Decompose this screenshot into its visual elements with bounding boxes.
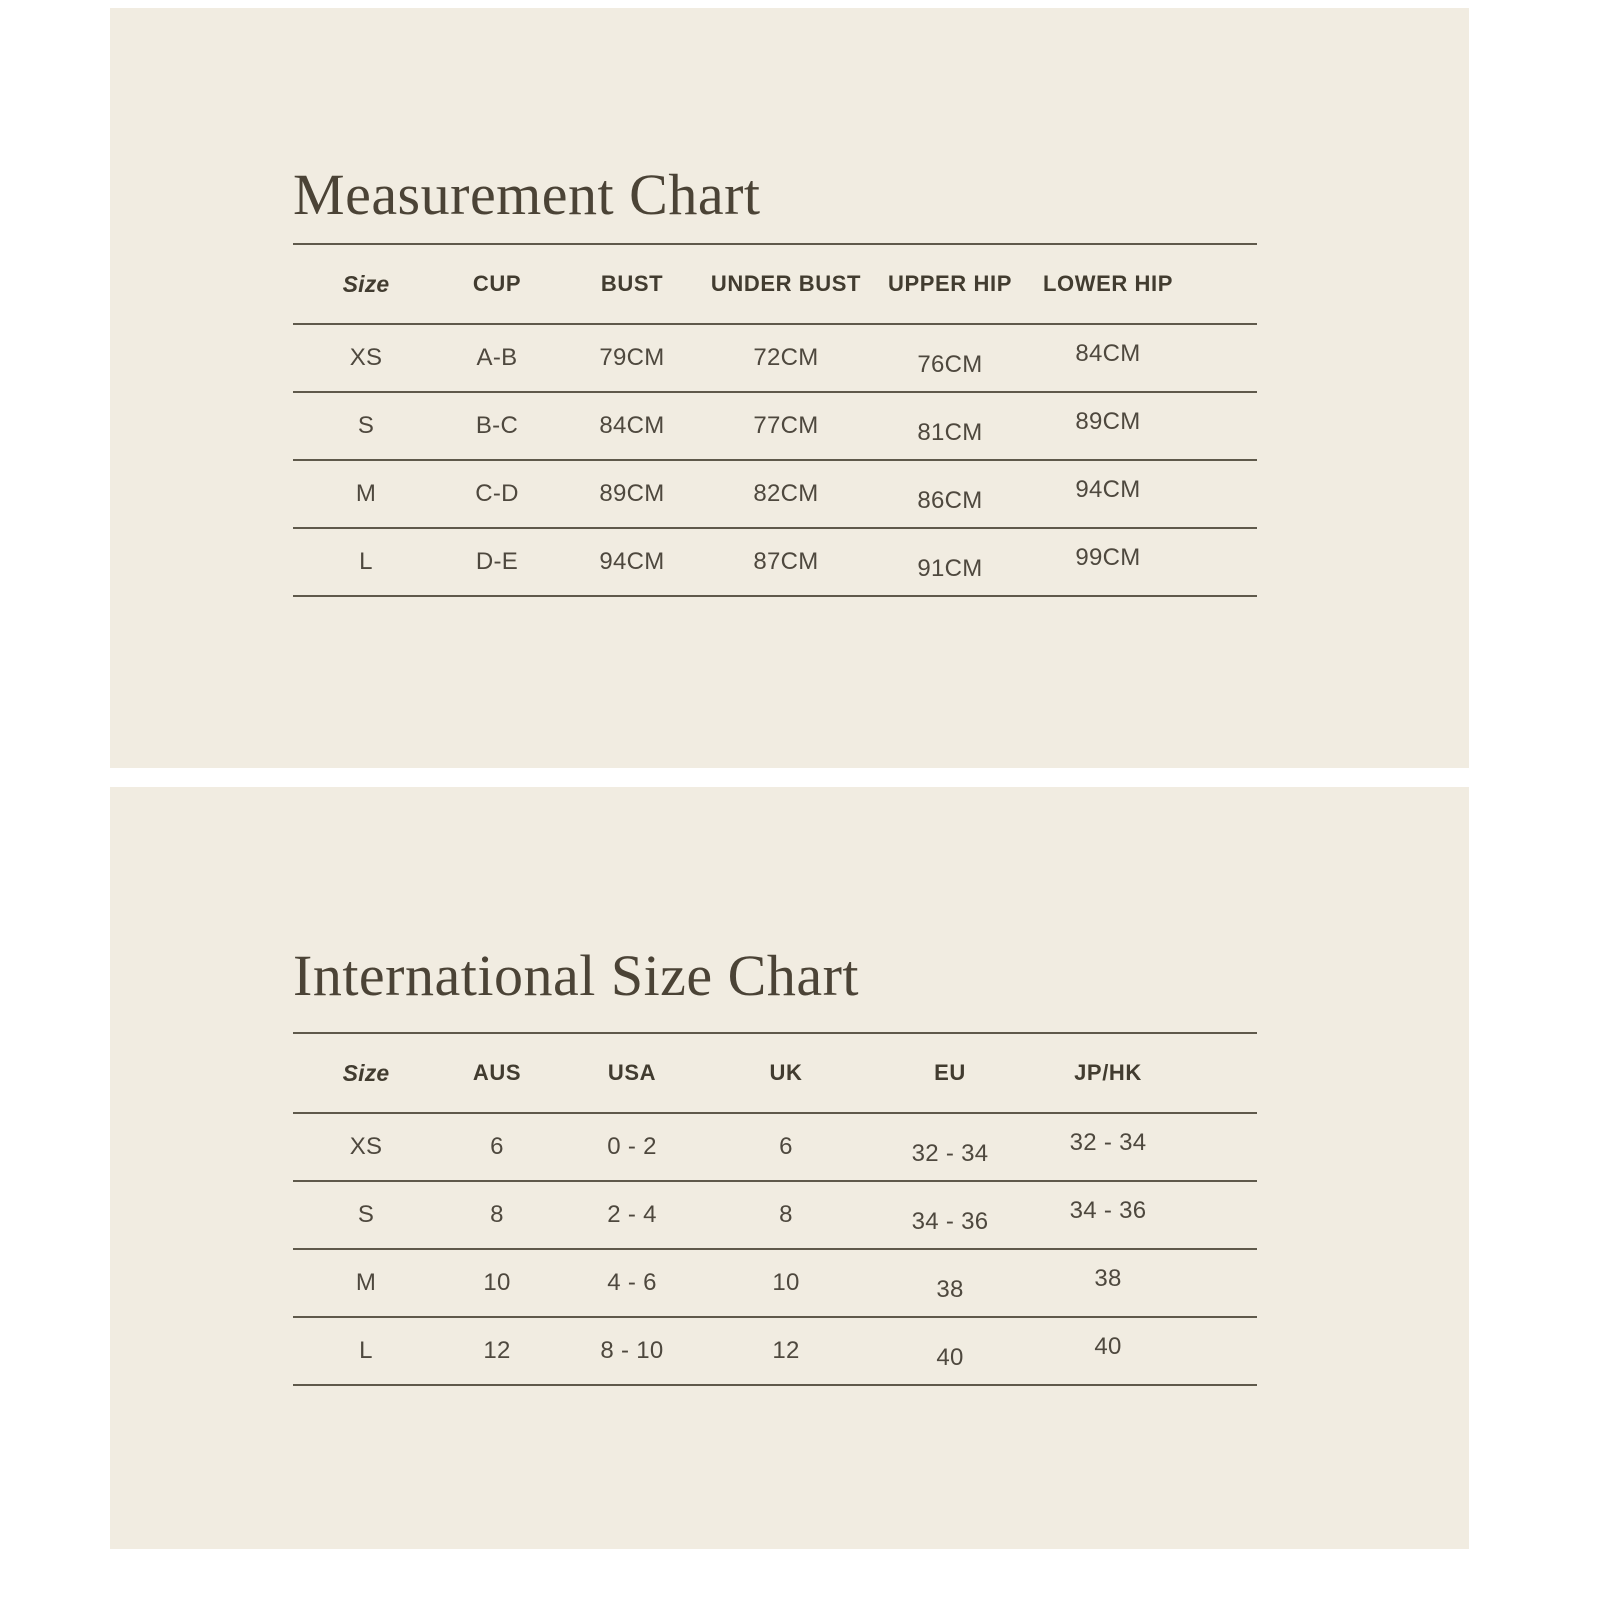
table-cell: S [357, 1201, 375, 1228]
international-size-chart-table [293, 1032, 1257, 1386]
table-cell: 32 - 34 [911, 1140, 989, 1167]
table-cell: 6 [490, 1133, 504, 1160]
table-cell: 8 [490, 1201, 504, 1228]
international-row-xs [293, 1114, 1257, 1180]
table-cell: 82CM [753, 480, 819, 507]
measurement-chart-panel [110, 8, 1469, 768]
column-header-upper-hip: UPPER HIP [888, 271, 1012, 296]
table-cell: XS [349, 344, 383, 371]
table-cell: 77CM [753, 412, 819, 439]
column-header-size: Size [342, 1059, 390, 1086]
table-cell: 81CM [917, 419, 983, 446]
column-header-usa: USA [607, 1060, 657, 1085]
international-size-chart-panel [110, 787, 1469, 1549]
column-header-under-bust: UNDER BUST [710, 271, 862, 296]
table-cell: L [359, 548, 373, 575]
international-chart-header-row [293, 1034, 1257, 1112]
measurement-row-s [293, 393, 1257, 459]
table-cell: 94CM [1075, 476, 1141, 503]
table-cell: 84CM [599, 412, 665, 439]
measurement-chart-table [293, 243, 1257, 597]
table-rule [293, 595, 1257, 597]
table-cell: 2 - 4 [607, 1201, 657, 1228]
table-cell: 12 [772, 1337, 800, 1364]
international-row-s [293, 1182, 1257, 1248]
table-cell: 4 - 6 [607, 1269, 657, 1296]
table-cell: 12 [483, 1337, 511, 1364]
table-cell: 10 [483, 1269, 511, 1296]
international-size-chart-title: International Size Chart [293, 943, 860, 1008]
table-cell: 34 - 36 [911, 1208, 989, 1235]
column-header-uk: UK [769, 1060, 803, 1085]
column-header-lower-hip: LOWER HIP [1042, 271, 1174, 296]
table-cell: 89CM [599, 480, 665, 507]
table-cell: 38 [1094, 1265, 1122, 1292]
table-cell: M [355, 480, 377, 507]
table-cell: A-B [476, 344, 518, 371]
table-cell: 6 [779, 1133, 793, 1160]
table-cell: 87CM [753, 548, 819, 575]
table-cell: 84CM [1075, 340, 1141, 367]
table-cell: 86CM [917, 487, 983, 514]
table-cell: C-D [475, 480, 519, 507]
table-cell: 76CM [917, 351, 983, 378]
column-header-cup: CUP [472, 271, 522, 296]
table-cell: 94CM [599, 548, 665, 575]
column-header-aus: AUS [472, 1060, 522, 1085]
table-cell: 32 - 34 [1069, 1129, 1147, 1156]
international-row-m [293, 1250, 1257, 1316]
table-cell: L [359, 1337, 373, 1364]
measurement-chart-title: Measurement Chart [293, 162, 761, 227]
table-cell: 72CM [753, 344, 819, 371]
table-cell: 38 [936, 1276, 964, 1303]
measurement-row-m [293, 461, 1257, 527]
table-rule [293, 1384, 1257, 1386]
column-header-jp-hk: JP/HK [1074, 1060, 1142, 1085]
table-cell: 89CM [1075, 408, 1141, 435]
column-header-bust: BUST [600, 271, 664, 296]
measurement-row-l [293, 529, 1257, 595]
international-row-l [293, 1318, 1257, 1384]
table-cell: XS [349, 1133, 383, 1160]
column-header-eu: EU [934, 1060, 966, 1085]
table-cell: 79CM [599, 344, 665, 371]
table-cell: 40 [1094, 1333, 1122, 1360]
table-cell: M [355, 1269, 377, 1296]
measurement-row-xs [293, 325, 1257, 391]
table-cell: 0 - 2 [607, 1133, 657, 1160]
column-header-size: Size [342, 270, 390, 297]
table-cell: S [357, 412, 375, 439]
table-cell: B-C [475, 412, 519, 439]
table-cell: 10 [772, 1269, 800, 1296]
table-cell: D-E [475, 548, 519, 575]
table-cell: 8 - 10 [600, 1337, 664, 1364]
measurement-chart-header-row [293, 245, 1257, 323]
table-cell: 34 - 36 [1069, 1197, 1147, 1224]
table-cell: 8 [779, 1201, 793, 1228]
table-cell: 99CM [1075, 544, 1141, 571]
table-cell: 91CM [917, 555, 983, 582]
table-cell: 40 [936, 1344, 964, 1371]
